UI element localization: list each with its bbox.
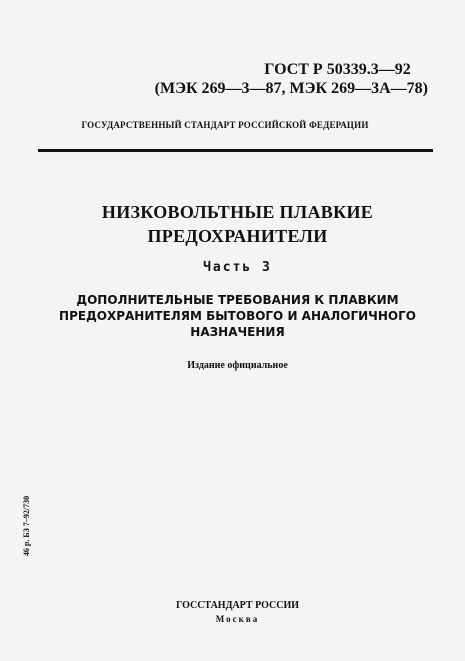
subtitle-line-2: ПРЕДОХРАНИТЕЛЯМ БЫТОВОГО И АНАЛОГИЧНОГО bbox=[59, 309, 416, 323]
document-title bbox=[40, 200, 435, 248]
iec-reference: (МЭК 269—3—87, МЭК 269—3А—78) bbox=[154, 80, 428, 97]
standard-number: ГОСТ Р 50339.3—92 bbox=[264, 61, 411, 78]
subtitle-line-3: НАЗНАЧЕНИЯ bbox=[190, 325, 285, 339]
publisher: ГОССТАНДАРТ РОССИИ bbox=[175, 600, 300, 611]
side-price-info: 46 р. БЗ 7–92/730 bbox=[22, 495, 31, 557]
subtitle-line-1: ДОПОЛНИТЕЛЬНЫЕ ТРЕБОВАНИЯ К ПЛАВКИМ bbox=[76, 293, 399, 307]
part-label: Часть 3 bbox=[203, 260, 272, 275]
edition-label: Издание официальное bbox=[187, 360, 288, 371]
horizontal-rule bbox=[38, 149, 433, 152]
city: Москва bbox=[215, 614, 260, 624]
title-line-1: НИЗКОВОЛЬТНЫЕ ПЛАВКИЕ bbox=[101, 202, 374, 222]
document-subtitle bbox=[40, 292, 435, 340]
title-line-2: ПРЕДОХРАНИТЕЛИ bbox=[147, 226, 328, 246]
state-standard-heading: ГОСУДАРСТВЕННЫЙ СТАНДАРТ РОССИЙСКОЙ ФЕДЕРАЦИИ bbox=[81, 120, 369, 130]
